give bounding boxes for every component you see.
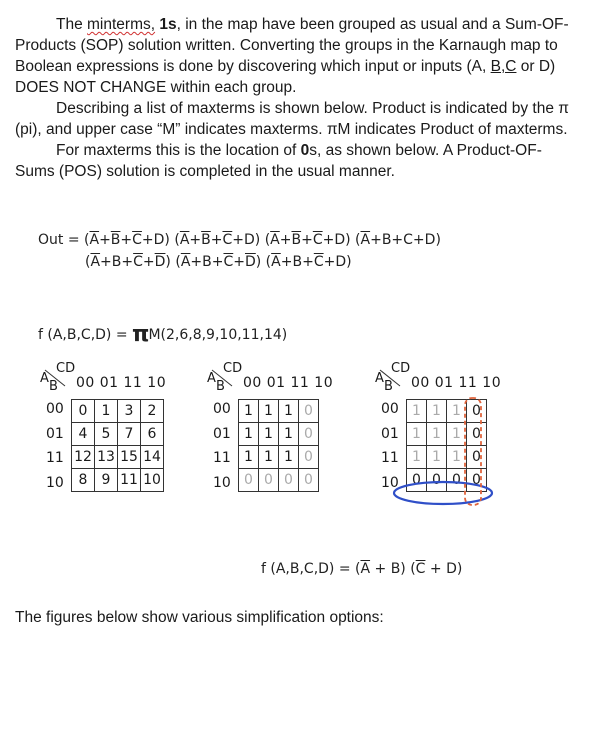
intro-paragraph-1: The minterms, 1s, in the map have been grouped as usual and a Sum-OF-Products (SOP) solution written. Converting the groups in the Karnaugh map to Boolean expressions is done by discovering which input or inputs (A, B,C or D) DOES NOT CHANGE within each group. xyxy=(15,16,569,96)
kmap-cell: 0 xyxy=(72,400,95,423)
kmap-cell: 14 xyxy=(141,446,164,469)
kmap-cell: 1 xyxy=(239,446,259,469)
kmap-row-header: 01 xyxy=(213,426,231,442)
kmap-cell: 0 xyxy=(467,469,487,492)
kmap-column-headers: 00 01 11 10 xyxy=(76,375,167,391)
kmap-row-header: 00 xyxy=(213,401,231,417)
expression-text: +D) xyxy=(323,254,352,270)
kmap-b-label: B xyxy=(49,379,58,394)
kmap-cell: 0 xyxy=(299,423,319,446)
kmap-cell: 0 xyxy=(467,400,487,423)
kmap-cell: 15 xyxy=(118,446,141,469)
complemented-variable: $\overline{C}$ xyxy=(223,254,234,270)
kmap-cell: 0 xyxy=(279,469,299,492)
intro-text xyxy=(15,14,575,182)
expression-text: ( xyxy=(170,254,181,270)
expression-text: ( xyxy=(85,254,91,270)
kmap-cell: 1 xyxy=(407,400,427,423)
group-row-ab-outline xyxy=(394,482,492,504)
complemented-variable: $\overline{C}$ xyxy=(133,254,143,270)
out-expression-line-2 xyxy=(85,254,352,270)
kmap-a-label: A xyxy=(207,371,216,386)
kmap-cell: 13 xyxy=(95,446,118,469)
complemented-variable: $\overline{A}$ xyxy=(89,232,100,248)
kmap-values xyxy=(205,362,355,512)
kmap-row-header: 10 xyxy=(213,475,231,491)
kmap-a-label: A xyxy=(40,371,49,386)
complemented-variable: $\overline{B}$ xyxy=(110,232,121,248)
complemented-variable: $\overline{A}$ xyxy=(271,254,281,270)
kmap-cell: 1 xyxy=(447,446,467,469)
kmap-cell: 1 xyxy=(239,423,259,446)
expression-text: +B+ xyxy=(190,254,224,270)
expression-text: + xyxy=(233,254,245,270)
kmap-row-header: 11 xyxy=(46,450,64,466)
out-expression-line-1: Out = $(\overline{A}+\overline{B}+\overline{C}+D)$ $(\overline{A}+\overline{B}+\overline{C}+D)$ $(\overline{A}+\overline{B}+\overline{C}+D)$ $(\overline{A}+B+C+D)$ xyxy=(38,232,441,248)
kmap-cell: 10 xyxy=(141,469,164,492)
group-column-cd-outline xyxy=(465,398,481,505)
kmap-cell: 11 xyxy=(118,469,141,492)
kmap-b-label: B xyxy=(216,379,225,394)
kmap-cell: 0 xyxy=(467,423,487,446)
kmap-row-header: 11 xyxy=(381,450,399,466)
kmap-cell: 0 xyxy=(259,469,279,492)
kmap-group-outlines xyxy=(401,394,521,506)
complemented-variable: $\overline{C}$ xyxy=(132,232,142,248)
kmap-cell: 1 xyxy=(427,400,447,423)
kmap-cell: 2 xyxy=(141,400,164,423)
expression-text: ) xyxy=(165,254,171,270)
kmap-cell: 0 xyxy=(299,446,319,469)
complemented-variable: $\overline{C}$ xyxy=(222,232,233,248)
expression-text: ( xyxy=(84,232,90,248)
kmap-cell: 1 xyxy=(279,446,299,469)
expression-text: + xyxy=(120,232,133,248)
kmap-row-header: 01 xyxy=(46,426,64,442)
complemented-variable: $\overline{A}$ xyxy=(90,254,101,270)
kmap-cell: 1 xyxy=(407,446,427,469)
complemented-variable: $\overline{A}$ xyxy=(360,232,371,248)
kmap-grid xyxy=(238,399,319,492)
expression-text: + xyxy=(279,232,292,248)
kmap-cell: 5 xyxy=(95,423,118,446)
expression-text: +D) xyxy=(232,232,261,248)
kmap-cell: 1 xyxy=(259,400,279,423)
intro-paragraph-3: For maxterms this is the location of 0s, as shown below. A Product-OF-Sums (POS) solution is completed in the usual manner. xyxy=(15,142,542,180)
kmap-cell: 1 xyxy=(427,446,447,469)
kmap-row-header: 00 xyxy=(46,401,64,417)
kmap-cell: 0 xyxy=(427,469,447,492)
minterms-word: minterms, xyxy=(87,16,156,33)
kmap-cell: 1 xyxy=(279,400,299,423)
kmap-cell: 4 xyxy=(72,423,95,446)
complemented-variable: $\overline{A}$ xyxy=(270,232,280,248)
kmap-cell: 1 xyxy=(427,423,447,446)
complemented-variable: $\overline{D}$ xyxy=(154,254,166,270)
maxterm-list-expression: f (A,B,C,D) = πM(2,6,8,9,10,11,14) xyxy=(38,322,288,347)
kmap-cd-label: CD xyxy=(223,361,243,376)
kmap-cell: 1 xyxy=(95,400,118,423)
kmap-cell: 9 xyxy=(95,469,118,492)
expression-text: + xyxy=(99,232,111,248)
expression-text: + xyxy=(189,232,202,248)
footer-text: The figures below show various simplification options: xyxy=(15,609,384,626)
expression-text: + xyxy=(210,232,223,248)
kmap-b-label: B xyxy=(384,379,393,394)
kmap-cell: 1 xyxy=(239,400,259,423)
kmap-cell: 0 xyxy=(467,446,487,469)
complemented-variable: $\overline{C}$ xyxy=(312,232,323,248)
kmap-row-header: 10 xyxy=(381,475,399,491)
expression-text: +D) xyxy=(141,232,170,248)
kmap-cd-label: CD xyxy=(391,361,411,376)
kmap-cell: 3 xyxy=(118,400,141,423)
complemented-variable: $\overline{B}$ xyxy=(291,232,302,248)
complemented-variable: $\overline{D}$ xyxy=(244,254,256,270)
kmap-row-header: 11 xyxy=(213,450,231,466)
kmap-a-label: A xyxy=(375,371,384,386)
kmap-grouped xyxy=(373,362,528,512)
expression-text: ( xyxy=(261,254,272,270)
kmap-column-headers: 00 01 11 10 xyxy=(243,375,334,391)
kmap-cell: 8 xyxy=(72,469,95,492)
complemented-variable: $\overline{A}$ xyxy=(179,232,190,248)
kmap-cd-label: CD xyxy=(56,361,76,376)
expression-text: +B+C+D) xyxy=(370,232,441,248)
kmap-cell: 6 xyxy=(141,423,164,446)
complemented-variable: $\overline{C}$ xyxy=(313,254,324,270)
kmap-cell: 7 xyxy=(118,423,141,446)
kmap-cell: 1 xyxy=(279,423,299,446)
kmap-cell: 1 xyxy=(447,400,467,423)
kmap-cell: 1 xyxy=(407,423,427,446)
expression-text: ( xyxy=(260,232,271,248)
kmap-row-header: 01 xyxy=(381,426,399,442)
kmap-cell: 0 xyxy=(447,469,467,492)
expression-text: ) xyxy=(255,254,262,270)
kmap-cell: 12 xyxy=(72,446,95,469)
expression-text: ( xyxy=(169,232,180,248)
kmap-row-header: 10 xyxy=(46,475,64,491)
pi-symbol: π xyxy=(132,322,149,347)
expression-text: ( xyxy=(350,232,361,248)
complemented-variable: $\overline{A}$ xyxy=(180,254,191,270)
kmap-cell: 0 xyxy=(407,469,427,492)
kmap-cell: 0 xyxy=(299,400,319,423)
expression-text: +B+ xyxy=(100,254,134,270)
kmap-cell: 1 xyxy=(259,446,279,469)
expression-text: +D) xyxy=(322,232,351,248)
kmap-grid xyxy=(71,399,164,492)
kmap-cell: 1 xyxy=(259,423,279,446)
kmap-index xyxy=(38,362,188,512)
intro-paragraph-2: Describing a list of maxterms is shown below. Product is indicated by the π (pi), and upper case “M” indicates maxterms. πM indicates Product of maxterms. xyxy=(15,100,569,138)
kmap-row-header: 00 xyxy=(381,401,399,417)
expression-text: + xyxy=(301,232,313,248)
complemented-variable: $\overline{B}$ xyxy=(201,232,211,248)
kmap-cell: 0 xyxy=(239,469,259,492)
kmap-cell: 0 xyxy=(299,469,319,492)
kmap-cell: 1 xyxy=(447,423,467,446)
expression-text: +B+ xyxy=(280,254,314,270)
expression-text: + xyxy=(142,254,155,270)
kmap-column-headers: 00 01 11 10 xyxy=(411,375,502,391)
pos-result-expression: f $(A,B,C,D) = (\overline{A} + B) (\overline{C} + D)$ xyxy=(261,561,463,577)
